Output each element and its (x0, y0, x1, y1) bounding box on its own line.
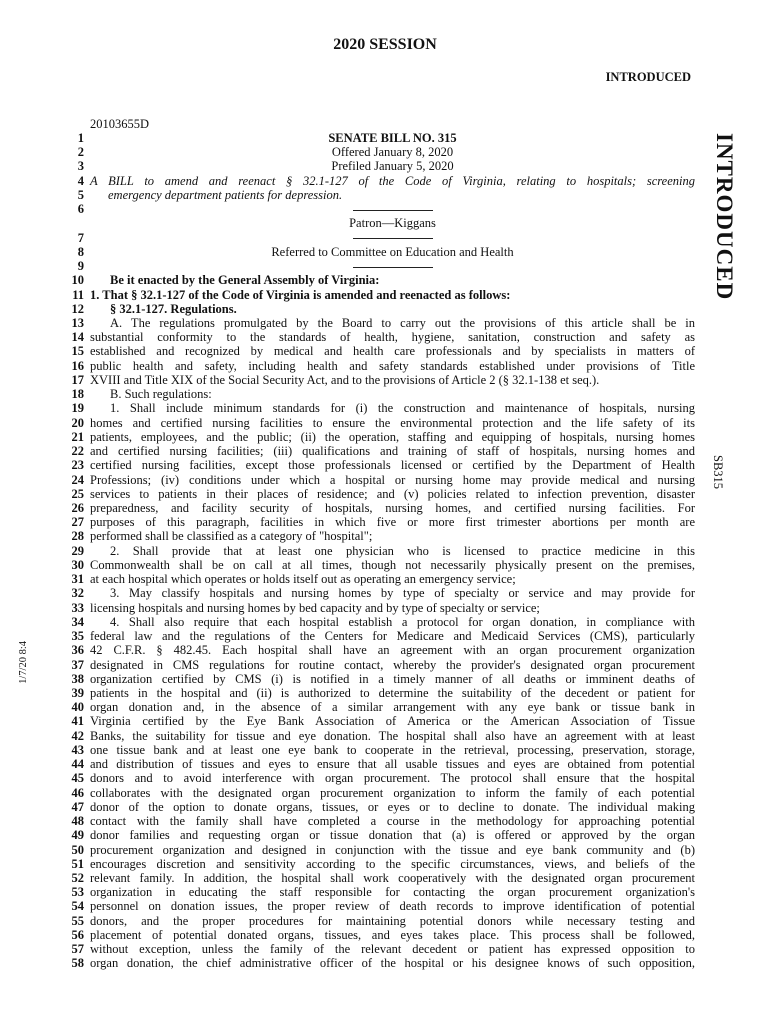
line-number: 2 (77, 145, 84, 160)
bill-line (77, 259, 695, 274)
line-text: preparedness, and facility security of hospitals, nursing homes, and certified nursing facilities. For (90, 500, 695, 515)
line-text: Referred to Committee on Education and Health (271, 244, 514, 259)
line-number: 31 (71, 572, 84, 587)
line-number: 10 (71, 273, 84, 288)
line-number: 8 (77, 244, 84, 259)
line-text: established and recognized by medical and health care professionals and by specialists in matters of (90, 344, 695, 359)
line-number: 36 (71, 643, 84, 658)
line-number: 17 (71, 372, 84, 387)
line-number: 42 (71, 728, 84, 743)
line-text: licensing hospitals and nursing homes by bed capacity and by type of specialty or service; (90, 600, 540, 615)
line-text: at each hospital which operates or holds itself out as operating an emergency service; (90, 572, 516, 587)
line-number: 7 (77, 230, 84, 245)
line-text: donor families and requesting organ or tissue donation that (a) is offered or approved by the organ (90, 828, 695, 843)
line-text: patients, employees, and the public; (ii) the operation, staffing and equipping of hospitals, nursing homes (90, 429, 695, 444)
bill-line (71, 472, 695, 487)
bill-line (71, 557, 695, 572)
bill-line (71, 600, 695, 615)
line-number: 33 (71, 600, 84, 615)
line-text: 1. Shall include minimum standards for (i) the construction and maintenance of hospitals, nursing (110, 401, 695, 416)
bill-line (77, 244, 695, 259)
line-text: A. The regulations promulgated by the Board to carry out the provisions of this article shall be in (110, 315, 695, 330)
separator-rule (353, 267, 433, 268)
separator-rule (353, 238, 433, 239)
bill-line (71, 927, 695, 942)
bill-line (77, 202, 695, 217)
line-number: 51 (71, 856, 84, 871)
bill-line (71, 301, 695, 316)
bill-line (77, 159, 695, 174)
line-text: 3. May classify hospitals and nursing homes by type of specialty or service and may provide for (110, 586, 695, 601)
line-number: 5 (77, 187, 84, 202)
line-text: Commonwealth shall be on call at all times, though not necessarily physically present on the premises, (90, 557, 695, 572)
bill-line (71, 913, 695, 928)
line-number: 6 (77, 202, 84, 217)
line-text: Prefiled January 5, 2020 (331, 159, 454, 174)
line-text: B. Such regulations: (110, 387, 212, 402)
line-text: placement of potential donated organs, tissues, and eyes takes place. This process shall be followed, (90, 927, 695, 942)
bill-line (71, 799, 695, 814)
line-text: 1. That § 32.1-127 of the Code of Virginia is amended and reenacted as follows: (90, 287, 511, 302)
line-number: 32 (71, 586, 84, 601)
bill-line (71, 685, 695, 700)
bill-line (71, 515, 695, 530)
line-number: 1 (77, 131, 84, 145)
line-text: and distribution of tissues and eyes to ensure that all usable tissues and eyes are obtained from potential (90, 757, 695, 772)
bill-line (71, 942, 695, 957)
line-number: 26 (71, 500, 84, 515)
session-title: 2020 SESSION (333, 36, 437, 53)
bill-line (71, 315, 695, 330)
line-number: 46 (71, 785, 84, 800)
bill-id: 20103655D (90, 117, 150, 131)
line-number: 40 (71, 700, 84, 715)
bill-line (72, 287, 695, 302)
line-text: without exception, unless the family of the relevant decedent or patient has expressed opposition to (90, 942, 695, 957)
line-text: performed shall be classified as a category of "hospital"; (90, 529, 373, 544)
bill-line (71, 586, 695, 601)
bill-line (77, 131, 695, 145)
line-text: contact with the family shall have completed a course in the methodology for approaching potential (90, 814, 695, 829)
bill-line (71, 572, 695, 587)
line-number: 39 (71, 685, 84, 700)
line-number: 44 (71, 757, 84, 772)
line-text: donors, and the proper procedures for maintaining potential donors while necessary testing and (90, 913, 695, 928)
line-number: 35 (71, 629, 84, 644)
line-text: § 32.1-127. Regulations. (110, 301, 237, 316)
line-text: organization certified by CMS (i) is notified in a timely manner of all deaths or imminent deaths of (90, 671, 695, 686)
bill-line (71, 885, 695, 900)
line-number: 37 (71, 657, 84, 672)
line-number: 14 (71, 330, 84, 345)
line-text: 2. Shall provide that at least one physician who is licensed to practice medicine in this (110, 543, 695, 558)
line-number: 49 (71, 828, 84, 843)
bill-line (71, 486, 695, 501)
line-text: 4. Shall also require that each hospital establish a protocol for organ donation, in compliance with (110, 614, 695, 629)
bill-line (71, 657, 695, 672)
line-number: 34 (71, 614, 84, 629)
bill-line (77, 187, 695, 202)
line-text: designated in CMS regulations for routine contact, whereby the provider's designated organ procurement (90, 657, 695, 672)
bill-line (71, 785, 695, 800)
bill-line (71, 870, 695, 885)
line-text: relevant family. In addition, the hospital shall work cooperatively with the designated organ procurement (90, 870, 695, 885)
line-text: certified nursing facilities, except those professionals licensed or certified by the Department of Health (90, 458, 695, 473)
line-number: 13 (71, 315, 84, 330)
line-number: 4 (77, 173, 84, 188)
line-number: 45 (71, 771, 84, 786)
bill-line (71, 728, 695, 743)
bill-line (71, 742, 695, 757)
bill-line (71, 828, 695, 843)
bill-line (77, 230, 695, 245)
bill-line (71, 629, 695, 644)
bill-line (71, 899, 695, 914)
bill-line (71, 401, 695, 416)
line-number: 55 (71, 913, 84, 928)
status-label: INTRODUCED (605, 70, 691, 84)
bill-line (71, 415, 695, 430)
line-text: SENATE BILL NO. 315 (328, 131, 457, 145)
bill-line (71, 714, 695, 729)
line-text: patients in the hospital and (ii) is authorized to determine the suitability of the decedent or patient for (90, 685, 695, 700)
line-number: 50 (71, 842, 84, 857)
bill-line (71, 643, 695, 658)
line-text: federal law and the regulations of the Centers for Medicare and Medicaid Services (CMS), particularly (90, 629, 695, 644)
line-number: 53 (71, 885, 84, 900)
line-number: 47 (71, 799, 84, 814)
line-number: 20 (71, 415, 84, 430)
bill-line (71, 444, 695, 459)
line-number: 52 (71, 870, 84, 885)
bill-line (71, 757, 695, 772)
line-number: 19 (71, 401, 84, 416)
line-text: one tissue bank and at least one eye bank to cooperate in the retrieval, processing, preservation, storage, (90, 742, 695, 757)
line-text: public health and safety, including health and safety standards established under provisions of Title (90, 358, 695, 373)
line-text: Banks, the suitability for tissue and eye donation. The hospital shall also have an agreement with at least (90, 728, 695, 743)
bill-line (71, 344, 695, 359)
bill-line (71, 529, 695, 544)
bill-line (71, 429, 695, 444)
bill-line (71, 458, 695, 473)
line-text: XVIII and Title XIX of the Social Security Act, and to the provisions of Article 2 (§ 32.1-138 et seq.). (90, 372, 600, 387)
line-number: 24 (71, 472, 84, 487)
bill-line (77, 145, 695, 160)
line-number: 12 (71, 301, 84, 316)
bill-line (71, 330, 695, 345)
bill-line (71, 842, 695, 857)
side-date-stamp: 1/7/20 8:4 (18, 641, 29, 684)
line-number: 28 (71, 529, 84, 544)
line-text: services to patients in their places of residence; and (v) policies related to infection prevention, disaster (90, 486, 695, 501)
bill-line (71, 358, 695, 373)
line-text: 42 C.F.R. § 482.45. Each hospital shall have an agreement with an organ procurement organization (90, 643, 695, 658)
line-number: 15 (71, 344, 84, 359)
line-number: 3 (77, 159, 84, 174)
line-text: Professions; (iv) conditions under which a hospital or nursing home may provide medical and nursing (90, 472, 695, 487)
line-number: 54 (71, 899, 84, 914)
line-text: Be it enacted by the General Assembly of Virginia: (110, 273, 380, 288)
bill-line (71, 771, 695, 786)
line-number: 38 (71, 671, 84, 686)
line-text: Virginia certified by the Eye Bank Association of America or the American Association of Tissue (90, 714, 695, 729)
line-text: purposes of this paragraph, facilities in which five or more first trimester abortions per month are (90, 515, 695, 530)
line-text: and certified nursing facilities; (iii) qualifications and training of staff of hospitals, nursing homes and (90, 444, 695, 459)
line-text: personnel on donation issues, the proper review of death records to improve identification of potential (90, 899, 695, 914)
separator-rule (353, 210, 433, 211)
bill-line (71, 814, 695, 829)
line-number: 58 (71, 956, 84, 971)
bill-line (71, 500, 695, 515)
line-number: 18 (71, 387, 84, 402)
line-text: emergency department patients for depression. (108, 187, 343, 202)
line-text: organ donation, the chief administrative officer of the hospital or his designee knows of such opposition, (90, 956, 695, 971)
line-number: 23 (71, 458, 84, 473)
line-number: 11 (72, 287, 84, 302)
bill-line (71, 372, 695, 387)
line-text: donors and to avoid interference with organ procurement. The protocol shall ensure that the hospital (90, 771, 695, 786)
bill-line (77, 173, 695, 188)
line-text: substantial conformity to the standards of health, hygiene, sanitation, construction and safety as (90, 330, 695, 345)
line-text: homes and certified nursing facilities to ensure the environmental protection and the life safety of its (90, 415, 695, 430)
line-number: 48 (71, 814, 84, 829)
line-text: procurement organization and designed in conjunction with the tissue and eye bank community and (b) (90, 842, 695, 857)
bill-line (71, 956, 695, 971)
line-number: 9 (77, 259, 84, 274)
bill-line (71, 543, 695, 558)
bill-line (71, 700, 695, 715)
line-number: 57 (71, 942, 84, 957)
line-number: 30 (71, 557, 84, 572)
side-banner: INTRODUCED (712, 133, 737, 301)
line-text: collaborates with the designated organ procurement organization to inform the family of each potential (90, 785, 695, 800)
line-number: 16 (71, 358, 84, 373)
bill-line (71, 671, 695, 686)
line-number: 22 (71, 444, 84, 459)
line-text: A BILL to amend and reenact § 32.1-127 of the Code of Virginia, relating to hospitals; screening (90, 173, 695, 188)
side-bill-number: SB315 (711, 455, 725, 490)
line-text: organization in educating the staff responsible for contacting the organ procurement organization's (90, 885, 695, 900)
line-text: organ donation and, in the absence of a similar arrangement with any eye bank or tissue bank in (90, 700, 695, 715)
line-number: 56 (71, 927, 84, 942)
line-number: 29 (71, 543, 84, 558)
line-text: Offered January 8, 2020 (331, 145, 454, 160)
line-text: encourages discretion and sensitivity according to the specific circumstances, views, and beliefs of the (90, 856, 695, 871)
line-text: donor of the option to donate organs, tissues, or eyes or to decline to donate. The individual making (90, 799, 695, 814)
line-number: 27 (71, 515, 84, 530)
line-number: 21 (71, 429, 84, 444)
line-number: 25 (71, 486, 84, 501)
bill-line (90, 216, 695, 230)
line-text: Patron—Kiggans (349, 216, 436, 231)
line-number: 43 (71, 742, 84, 757)
line-number: 41 (71, 714, 84, 729)
bill-line (71, 614, 695, 629)
bill-line (71, 273, 695, 288)
bill-line (71, 856, 695, 871)
bill-line (71, 387, 695, 402)
